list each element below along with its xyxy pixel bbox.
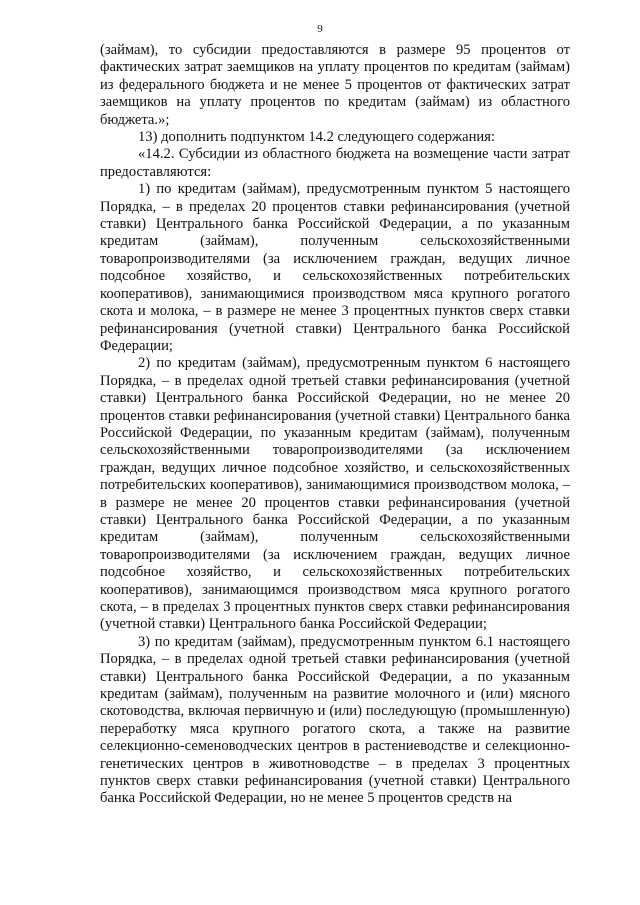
- paragraph-subitem-1: 1) по кредитам (займам), предусмотренным пунктом 5 настоящего Порядка, – в пределах 20 процентов ставки рефинансирования (учетной ставки) Центрального банка Российской Федерации, а по указанным кредитам (займам), полученным сельскохозяйственными товаропроизводителями (за исключением граждан, ведущих личное подсобное хозяйство, и сельскохозяйственных потребительских кооперативов), занимающимися производством мяса крупного рогатого скота и молока, – в размере не менее 3 процентных пунктов сверх ставки рефинансирования (учетной ставки) Центрального банка Российской Федерации;: [100, 181, 570, 354]
- paragraph-14-2-intro: «14.2. Субсидии из областного бюджета на возмещение части затрат предоставляются:: [100, 146, 570, 180]
- document-body: [100, 42, 570, 808]
- page-number: 9: [317, 23, 323, 35]
- paragraph-item-13: 13) дополнить подпунктом 14.2 следующего содержания:: [138, 129, 495, 146]
- paragraph-subitem-3: 3) по кредитам (займам), предусмотренным пунктом 6.1 настоящего Порядка, – в пределах одной третьей ставки рефинансирования (учетной ставки) Центрального банка Российской Федерации, а по указанным кредитам (займам), полученным на развитие молочного и (или) мясного скотоводства, включая первичную и (или) последующую (промышленную) переработку мяса крупного рогатого скота, а также на развитие селекционно-семеноводческих центров в растениеводстве и селекционно-генетических центров в животноводстве – в пределах 3 процентных пунктов сверх ставки рефинансирования (учетной ставки) Центрального банка Российской Федерации, но не менее 5 процентов средств на: [100, 633, 570, 807]
- paragraph-subitem-2: 2) по кредитам (займам), предусмотренным пунктом 6 настоящего Порядка, – в пределах одной третьей ставки рефинансирования (учетной ставки) Центрального банка Российской Федерации, но не менее 20 процентов ставки рефинансирования (учетной ставки) Центрального банка Российской Федерации, по указанным кредитам (займам), полученным сельскохозяйственными товаропроизводителями (за исключением граждан, ведущих личное подсобное хозяйство, и сельскохозяйственных потребительских кооперативов), занимающимися производством молока, – в размере не менее 20 процентов ставки рефинансирования (учетной ставки) Центрального банка Российской Федерации, а по указанным кредитам (займам), полученным сельскохозяйственными товаропроизводителями (за исключением граждан, ведущих личное подсобное хозяйство, и сельскохозяйственных потребительских кооперативов), занимающимся производством мяса крупного рогатого скота, – в пределах 3 процентных пунктов сверх ставки рефинансирования (учетной ставки) Центрального банка Российской Федерации;: [100, 355, 570, 633]
- paragraph-continuation: (займам), то субсидии предоставляются в размере 95 процентов от фактических затрат заемщиков на уплату процентов по кредитам (займам) из федерального бюджета и не менее 5 процентов от фактических затрат заемщиков на уплату процентов по кредитам (займам) из областного бюджета.»;: [100, 42, 570, 128]
